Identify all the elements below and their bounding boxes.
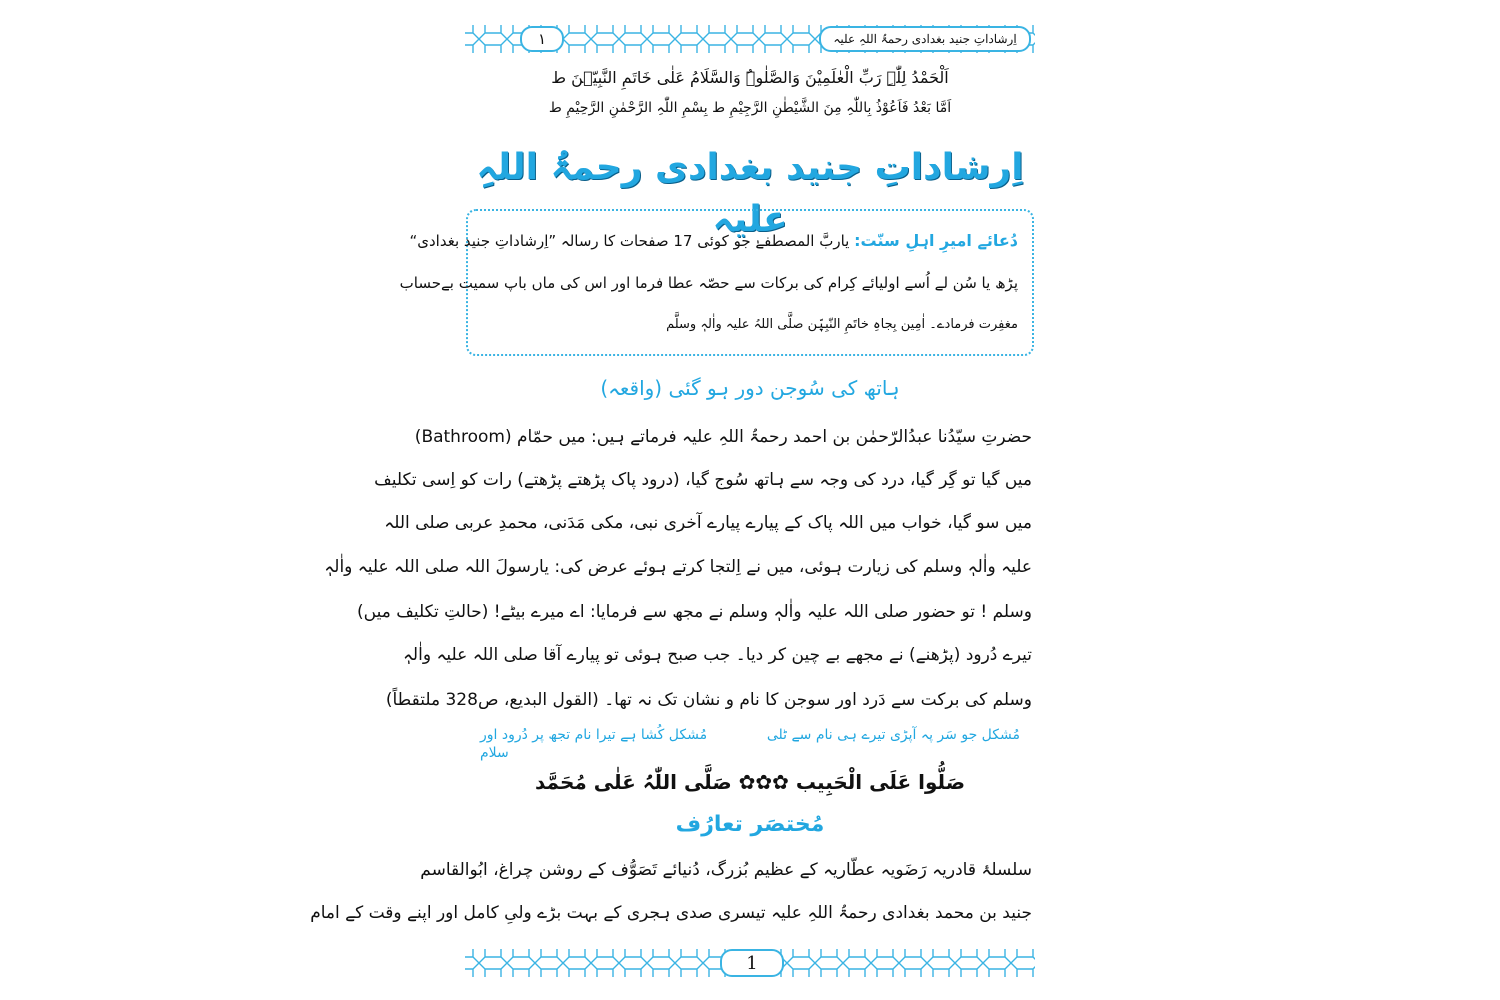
body-line: علیہ واٰلہٖ وسلم کی زیارت ہوئی، میں نے اِلتجا کرتے ہوئے عرض کی: یارسولَ اللہ صلی اللہ علیہ واٰلہٖ <box>324 557 1032 577</box>
page-title: اِرشاداتِ جنید بغدادی رحمۃُ اللہِ علیہ <box>476 147 1024 240</box>
header-ornament-band <box>465 25 1035 53</box>
running-title: اِرشاداتِ جنید بغدادی رحمۃُ اللہِ علیہ <box>833 32 1017 46</box>
dua-text-1: یاربَّ المصطفےٰ جو کوئی 17 صفحات کا رسالہ ”اِرشاداتِ جنید بغدادی“ <box>409 232 850 250</box>
page-number-urdu: ١ <box>537 30 547 48</box>
page-number: 1 <box>746 952 758 974</box>
dua-line-2: پڑھ یا سُن لے اُسے اولیائے کِرام کی برکات سے حصّہ عطا فرما اور اس کی ماں باپ سمیت بےحساب <box>399 274 1018 292</box>
body-line: میں گیا تو گِر گیا، درد کی وجہ سے ہاتھ سُوج گیا، (درود پاک پڑھتے پڑھتے) رات کو اِسی تکلیف <box>374 470 1032 490</box>
opening-line-1: اَلْحَمْدُ لِلّٰہِ رَبِّ الْعٰلَمِیْنَ وَالصَّلٰوۃُ وَالسَّلَامُ عَلٰی خَاتَمِ النَّبِیّٖنَ ط <box>551 68 949 87</box>
couplet-left: مُشکل کُشا ہے تیرا نام تجھ پر دُرود اور سلام <box>480 727 708 761</box>
body-line: وسلم کی برکت سے دَرد اور سوجن کا نام و نشان تک نہ تھا۔ (القول البدیع، ص328 ملتقطاً) <box>385 690 1032 710</box>
body-line: میں سو گیا، خواب میں اللہ پاک کے پیارے پیارے آخری نبی، مکی مَدَنی، محمدِ عربی صلی اللہ <box>384 513 1032 533</box>
couplet <box>480 726 1020 762</box>
dua-line-1 <box>409 227 1018 255</box>
durood-line: صَلُّوا عَلَی الْحَبِیب ✿✿✿ صَلَّی اللّٰہُ عَلٰی مُحَمَّد <box>534 770 966 794</box>
body-line: سلسلۂ قادریہ رَضَویہ عطّاریہ کے عظیم بُزرگ، دُنیائے تَصَوُّف کے روشن چراغ، ابُوالقاسم <box>420 860 1032 880</box>
opening-line-2: اَمَّا بَعْدُ فَاَعُوْذُ بِاللّٰہِ مِنَ الشَّیْطٰنِ الرَّجِیْمِ ط بِسْمِ اللّٰہِ الرَّحْمٰنِ الرَّحِیْمِ ط <box>548 100 952 116</box>
couplet-right: مُشکل جو سَر پہ آپڑی تیرے ہی نام سے ٹلی <box>766 727 1020 743</box>
body-line: تیرے دُرود (پڑھنے) نے مجھے بے چین کر دیا۔ جب صبح ہوئی تو پیارے آقا صلی اللہ علیہ واٰلہٖ <box>402 645 1032 665</box>
dua-label: دُعائے امیرِ اہلِ سنّت: <box>854 231 1018 250</box>
page-number-badge <box>720 949 784 977</box>
page-number-badge-urdu <box>520 26 564 52</box>
footer-ornament-band <box>465 949 1035 977</box>
body-line: وسلم ! تو حضور صلی اللہ علیہ واٰلہٖ وسلم نے مجھ سے فرمایا: اے میرے بیٹے! (حالتِ تکلیف میں) <box>357 602 1032 622</box>
dua-line-3: مغفِرت فرمادے۔ اٰمِین بِجاہِ خاتَمِ النّبِیّٖن صلَّی اللہُ علیہ واٰلہٖ وسلَّم <box>666 317 1018 332</box>
section-heading-introduction: مُختصَر تعارُف <box>675 812 825 837</box>
body-line: جنید بن محمد بغدادی رحمۃُ اللہِ علیہ تیسری صدی ہجری کے بہت بڑے ولیِ کامل اور اپنے وقت کے امام <box>310 903 1032 923</box>
section-heading-incident: ہاتھ کی سُوجن دور ہو گئی (واقعہ) <box>600 376 900 400</box>
body-line: حضرتِ سیّدُنا عبدُالرّحمٰن بن احمد رحمۃُ اللہِ علیہ فرماتے ہیں: میں حمّام (Bathroom) <box>414 427 1032 447</box>
running-title-badge <box>819 26 1031 52</box>
